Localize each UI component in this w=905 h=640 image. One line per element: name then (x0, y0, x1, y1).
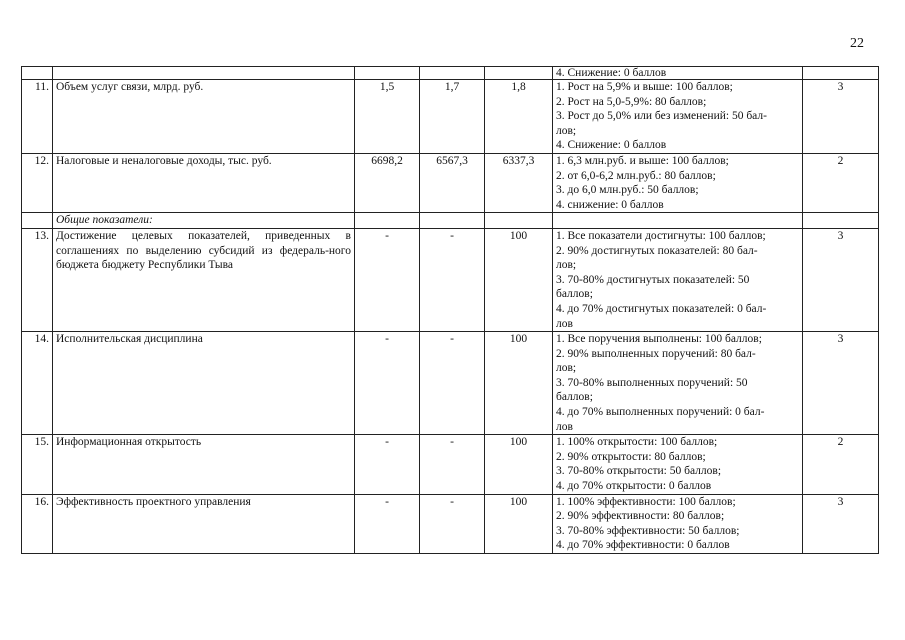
cell-name: Информационная открытость (53, 435, 355, 494)
cell-value: 100 (485, 435, 553, 494)
cell-num: 13. (22, 228, 53, 331)
cell-num: 12. (22, 153, 53, 212)
cell-score: 3 (803, 332, 879, 435)
cell-score (803, 213, 879, 229)
cell-score: 2 (803, 153, 879, 212)
cell-value (355, 67, 420, 80)
cell-value (355, 213, 420, 229)
section-label: Общие показатели: (53, 213, 355, 229)
cell-value: - (420, 332, 485, 435)
table-row (22, 435, 879, 494)
cell-criteria: 1. 100% эффективности: 100 баллов; 2. 90% эффективности: 80 баллов; 3. 70-80% эффективности: 50 баллов; 4. до 70% эффективности: 0 баллов (553, 494, 803, 553)
cell-value: 1,5 (355, 80, 420, 154)
page-number: 22 (850, 36, 864, 51)
cell-value: - (355, 435, 420, 494)
cell-value (485, 67, 553, 80)
indicators-table (21, 66, 879, 554)
cell-name: Налоговые и неналоговые доходы, тыс. руб. (53, 153, 355, 212)
cell-name (53, 67, 355, 80)
cell-value: 100 (485, 494, 553, 553)
cell-value: 6567,3 (420, 153, 485, 212)
cell-criteria: 1. Все показатели достигнуты: 100 баллов; 2. 90% достигнутых показателей: 80 бал- лов; 3. 70-80% достигнутых показателей: 50 баллов; 4. до 70% достигнутых показателей: 0 бал- лов (553, 228, 803, 331)
cell-score: 3 (803, 80, 879, 154)
table-row (22, 494, 879, 553)
table-row (22, 80, 879, 154)
cell-score: 2 (803, 435, 879, 494)
cell-criteria: 1. Рост на 5,9% и выше: 100 баллов; 2. Рост на 5,0-5,9%: 80 баллов; 3. Рост до 5,0% или без изменений: 50 бал- лов; 4. Снижение: 0 баллов (553, 80, 803, 154)
cell-name: Исполнительская дисциплина (53, 332, 355, 435)
cell-value: - (420, 435, 485, 494)
cell-value: - (355, 494, 420, 553)
section-row (22, 213, 879, 229)
cell-value: 6698,2 (355, 153, 420, 212)
cell-criteria (553, 213, 803, 229)
cell-value: 1,7 (420, 80, 485, 154)
cell-value: - (355, 332, 420, 435)
cell-score (803, 67, 879, 80)
cell-score: 3 (803, 228, 879, 331)
cell-num: 16. (22, 494, 53, 553)
cell-num: 11. (22, 80, 53, 154)
cell-criteria: 1. 6,3 млн.руб. и выше: 100 баллов; 2. от 6,0-6,2 млн.руб.: 80 баллов; 3. до 6,0 млн.руб.: 50 баллов; 4. снижение: 0 баллов (553, 153, 803, 212)
cell-value: 1,8 (485, 80, 553, 154)
cell-value: 100 (485, 228, 553, 331)
cell-criteria: 1. Все поручения выполнены: 100 баллов; 2. 90% выполненных поручений: 80 бал- лов; 3. 70-80% выполненных поручений: 50 баллов; 4. до 70% выполненных поручений: 0 бал- лов (553, 332, 803, 435)
cell-criteria: 1. 100% открытости: 100 баллов; 2. 90% открытости: 80 баллов; 3. 70-80% открытости: 50 баллов; 4. до 70% открытости: 0 баллов (553, 435, 803, 494)
cell-value: 6337,3 (485, 153, 553, 212)
cell-name: Эффективность проектного управления (53, 494, 355, 553)
cell-num (22, 67, 53, 80)
cell-value: - (420, 228, 485, 331)
cell-criteria: 4. Снижение: 0 баллов (553, 67, 803, 80)
cell-value (485, 213, 553, 229)
cell-value (420, 213, 485, 229)
cell-num (22, 213, 53, 229)
cell-num: 14. (22, 332, 53, 435)
cell-score: 3 (803, 494, 879, 553)
table-row (22, 153, 879, 212)
cell-name: Объем услуг связи, млрд. руб. (53, 80, 355, 154)
cell-value (420, 67, 485, 80)
table-row (22, 332, 879, 435)
cell-value: - (420, 494, 485, 553)
continuation-row (22, 67, 879, 80)
table-row (22, 228, 879, 331)
cell-value: 100 (485, 332, 553, 435)
cell-num: 15. (22, 435, 53, 494)
cell-value: - (355, 228, 420, 331)
cell-name: Достижение целевых показателей, приведенных в соглашениях по выделению субсидий из федераль-ного бюджета бюджету Республики Тыва (53, 228, 355, 331)
